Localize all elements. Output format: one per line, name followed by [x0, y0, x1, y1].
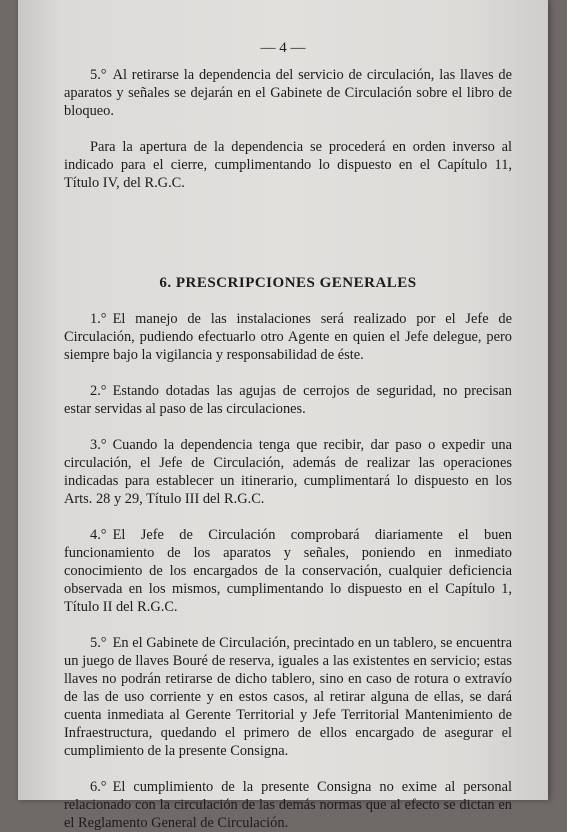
- paragraph-text: El manejo de las instalaciones será realizado por el Jefe de Circulación, pudiendo efectuarlo otro Agente en quien el Jefe delegue, pero siempre bajo la vigilancia y responsabilidad de éste.: [64, 311, 512, 363]
- paragraph-item-1: [64, 310, 512, 364]
- paragraph-number: 3.°: [90, 437, 107, 453]
- paragraph-item-4: [64, 526, 512, 616]
- paragraph-opening: Para la apertura de la dependencia se procederá en orden inverso al indicado para el cierre, cumplimentando lo dispuesto en el Capítulo 11, Título IV, del R.G.C.: [64, 139, 512, 191]
- paragraph-5-closing: [64, 66, 512, 120]
- section-heading: 6. PRESCRIPCIONES GENERALES: [159, 275, 417, 291]
- paragraph-text: Cuando la dependencia tenga que recibir, dar paso o expedir una circulación, el Jefe de Circulación, además de realizar las operaciones indicadas para establecer un itinerario, cumplimentará lo dispuesto en los Arts. 28 y 29, Título III del R.G.C.: [64, 437, 512, 507]
- paragraph-item-3: [64, 436, 512, 508]
- page-content: [64, 66, 512, 832]
- paragraph-item-2: [64, 382, 512, 418]
- paragraph-text: Al retirarse la dependencia del servicio de circulación, las llaves de aparatos y señales se dejarán en el Gabinete de Circulación sobre el libro de bloqueo.: [64, 67, 512, 119]
- paragraph-number: 4.°: [90, 527, 107, 543]
- paragraph-number: 2.°: [90, 383, 107, 399]
- paragraph-number: 6.°: [90, 779, 107, 795]
- document-page: [18, 0, 548, 831]
- paragraph-text: El Jefe de Circulación comprobará diariamente el buen funcionamiento de los aparatos y señales, poniendo en inmediato conocimiento de los encargados de la conservación, cualquier deficiencia observada en los mismos, cumplimentando lo dispuesto en el Capítulo 1, Título II del R.G.C.: [64, 527, 512, 615]
- paragraph-number: 5.°: [90, 635, 107, 651]
- paragraph-text: Estando dotadas las agujas de cerrojos de seguridad, no precisan estar servidas al paso de las circulaciones.: [64, 383, 512, 417]
- page-number: — 4 —: [260, 40, 306, 56]
- paragraph-text: En el Gabinete de Circulación, precintado en un tablero, se encuentra un juego de llaves Bouré de reserva, iguales a las existentes en servicio; estas llaves no podrán retirarse de dicho tablero, sino en caso de rotura o extravío de las de uso corriente y en estos casos, al retirar alguna de ellas, se dará cuenta inmediata al Gerente Territorial y Jefe Territorial Mantenimiento de Infraestructura, quedando el primero de ellos encargado de asegurar el cumplimiento de la presente Consigna.: [64, 635, 512, 759]
- paragraph-number: 5.°: [90, 67, 107, 83]
- paragraph-item-6: [64, 778, 512, 832]
- paragraph-number: 1.°: [90, 311, 107, 327]
- paragraph-item-5: [64, 634, 512, 760]
- paragraph-text: El cumplimiento de la presente Consigna no exime al personal relacionado con la circulación de las demás normas que al efecto se dictan en el Reglamento General de Circulación.: [64, 779, 512, 831]
